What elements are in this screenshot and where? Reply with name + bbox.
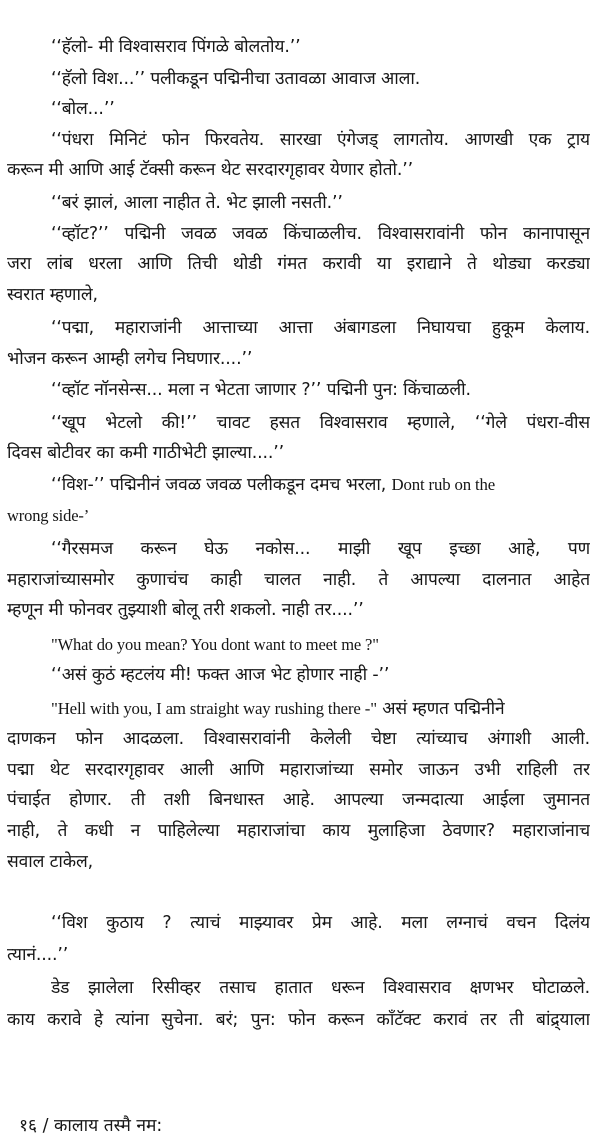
text-line: म्हणून मी फोनवर तुझ्याशी बोलू तरी शकलो. नाही तर....’’ [7,600,364,620]
text-line: डेड झालेला रिसीव्हर तसाच हातात धरून विश्वासराव क्षणभर घोटाळले. [51,978,590,998]
text-line: ‘‘बरं झालं, आला नाहीत ते. भेट झाली नसती.’’ [51,193,343,213]
text-line: ‘‘पंधरा मिनिटं फोन फिरवतेय. सारखा एंगेजड् लागतोय. आणखी एक ट्राय [51,130,590,150]
text-line: ‘‘खूप भेटलो की!’’ चावट हसत विश्वासराव म्हणाले, ‘‘गेले पंधरा-वीस [51,413,590,433]
text-line: wrong side-’ [7,506,90,525]
text-line: भोजन करून आम्ही लगेच निघणार....’’ [7,349,253,369]
text-line: पंचाईत होणार. ती तशी बिनधास्त आहे. आपल्या जन्मदात्या आईला जुमानत [7,790,590,810]
text-line: करून मी आणि आई टॅक्सी करून थेट सरदारगृहावर येणार होतो.’’ [7,160,414,180]
text-line: ‘‘असं कुठं म्हटलंय मी! फक्त आज भेट होणार नाही -’’ [51,665,390,685]
text-line: ‘‘हॅलो- मी विश्वासराव पिंगळे बोलतोय.’’ [51,37,301,57]
text-line: पद्मा थेट सरदारगृहावर आली आणि महाराजांच्या समोर जाऊन उभी राहिली तर [7,760,590,780]
text-line: ‘‘गैरसमज करून घेऊ नकोस... माझी खूप इच्छा आहे, पण [51,539,590,559]
text-line: ‘‘व्हॉट?’’ पद्मिनी जवळ जवळ किंचाळलीच. विश्वासरावांनी फोन कानापासून [51,224,590,244]
text-line: ‘‘हॅलो विश...’’ पलीकडून पद्मिनीचा उतावळा आवाज आला. [51,69,421,89]
text-line: नाही, ते कधी न पाहिलेल्या महाराजांचा काय मुलाहिजा ठेवणार? महाराजांनाच [7,821,590,841]
text-line: सवाल टाकेल, [7,852,93,872]
text-line: दाणकन फोन आदळला. विश्वासरावांनी केलेली चेष्टा त्यांच्याच अंगाशी आली. [7,729,590,749]
text-line: स्वरात म्हणाले, [7,285,98,305]
text-line: ‘‘बोल...’’ [51,99,115,119]
text-line: त्यानं....’’ [7,945,69,965]
text-line: ‘‘विश-’’ पद्मिनीनं जवळ जवळ पलीकडून दमच भरला, Dont rub on the [51,475,496,495]
text-line: "Hell with you, I am straight way rushing there -" असं म्हणत पद्मिनीने [51,699,505,719]
text-line: काय करावे हे त्यांना सुचेना. बरं; पुन: फोन करून कॉंटॅक्ट करावं तर ती बांद्र्याला [7,1010,590,1030]
page-footer: १६ / कालाय तस्मै नम: [19,1116,163,1137]
text-line: ‘‘विश कुठाय ? त्याचं माझ्यावर प्रेम आहे. मला लग्नाचं वचन दिलंय [51,913,590,933]
text-line: जरा लांब धरला आणि तिची थोडी गंमत करावी या इराद्याने ते थोड्या करड्या [7,254,590,274]
text-line: दिवस बोटीवर का कमी गाठीभेटी झाल्या....’’ [7,443,284,463]
text-line: ‘‘व्हॉट नॉनसेन्स... मला न भेटता जाणार ?’’ पद्मिनी पुन: किंचाळली. [51,380,471,400]
text-line: महाराजांच्यासमोर कुणाचंच काही चालत नाही. ते आपल्या दालनात आहेत [7,570,590,590]
text-line: ‘‘पद्मा, महाराजांनी आत्ताच्या आत्ता अंबागडला निघायचा हुकूम केलाय. [51,318,590,338]
text-line: "What do you mean? You dont want to meet me ?" [51,635,379,654]
